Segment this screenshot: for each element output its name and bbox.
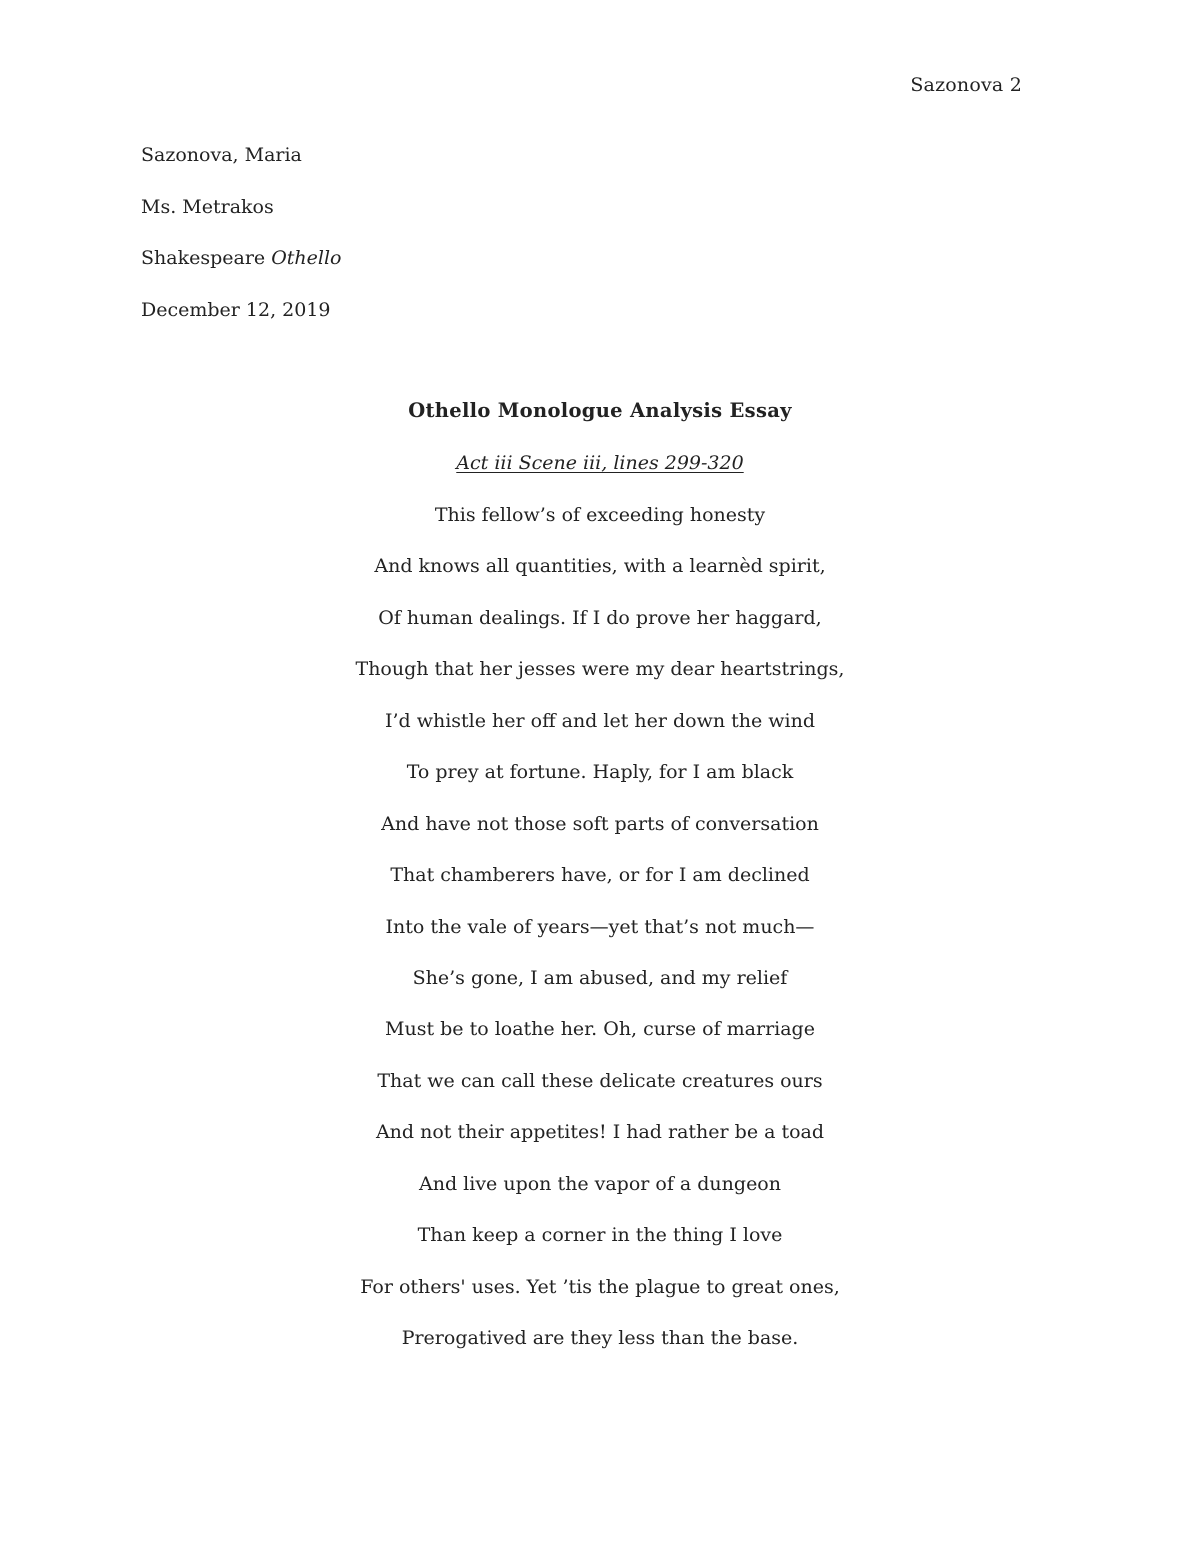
monologue-line: I’d whistle her off and let her down the wind: [384, 709, 816, 732]
monologue-line: She’s gone, I am abused, and my relief: [412, 966, 788, 989]
monologue-line: Must be to loathe her. Oh, curse of marriage: [385, 1018, 815, 1041]
monologue-line: This fellow’s of exceeding honesty: [434, 504, 766, 526]
monologue-line: And live upon the vapor of a dungeon: [419, 1172, 781, 1195]
student-name: Sazonova, Maria: [141, 144, 302, 166]
monologue-line: And have not those soft parts of conversation: [381, 812, 819, 835]
passage-reference: Act iii Scene iii, lines 299-320: [456, 452, 744, 474]
monologue-line: Though that her jesses were my dear heartstrings,: [355, 658, 845, 681]
running-header: Sazonova 2: [910, 74, 1022, 96]
monologue-line: Into the vale of years—yet that’s not much—: [385, 915, 815, 938]
monologue-line: For others' uses. Yet ’tis the plague to great ones,: [360, 1275, 840, 1298]
essay-date: December 12, 2019: [141, 298, 331, 321]
course-name: [141, 245, 841, 271]
monologue-text: [0, 502, 1200, 1376]
monologue-line: That chamberers have, or for I am declined: [390, 864, 810, 887]
essay-title: Othello Monologue Analysis Essay: [408, 399, 792, 422]
monologue-line: Prerogatived are they less than the base.: [401, 1327, 799, 1349]
mla-heading: [141, 142, 841, 348]
course-prefix: Shakespeare: [141, 247, 272, 270]
monologue-line: To prey at fortune. Haply, for I am black: [406, 761, 794, 784]
monologue-line: That we can call these delicate creatures ours: [377, 1069, 823, 1092]
monologue-line: And knows all quantities, with a learnèd spirit,: [374, 555, 826, 578]
monologue-line: Of human dealings. If I do prove her haggard,: [378, 606, 822, 629]
monologue-line: And not their appetites! I had rather be a toad: [375, 1121, 825, 1144]
course-title-italic: Othello: [271, 247, 342, 270]
monologue-line: Than keep a corner in the thing I love: [417, 1224, 783, 1247]
instructor-name: Ms. Metrakos: [141, 195, 274, 218]
